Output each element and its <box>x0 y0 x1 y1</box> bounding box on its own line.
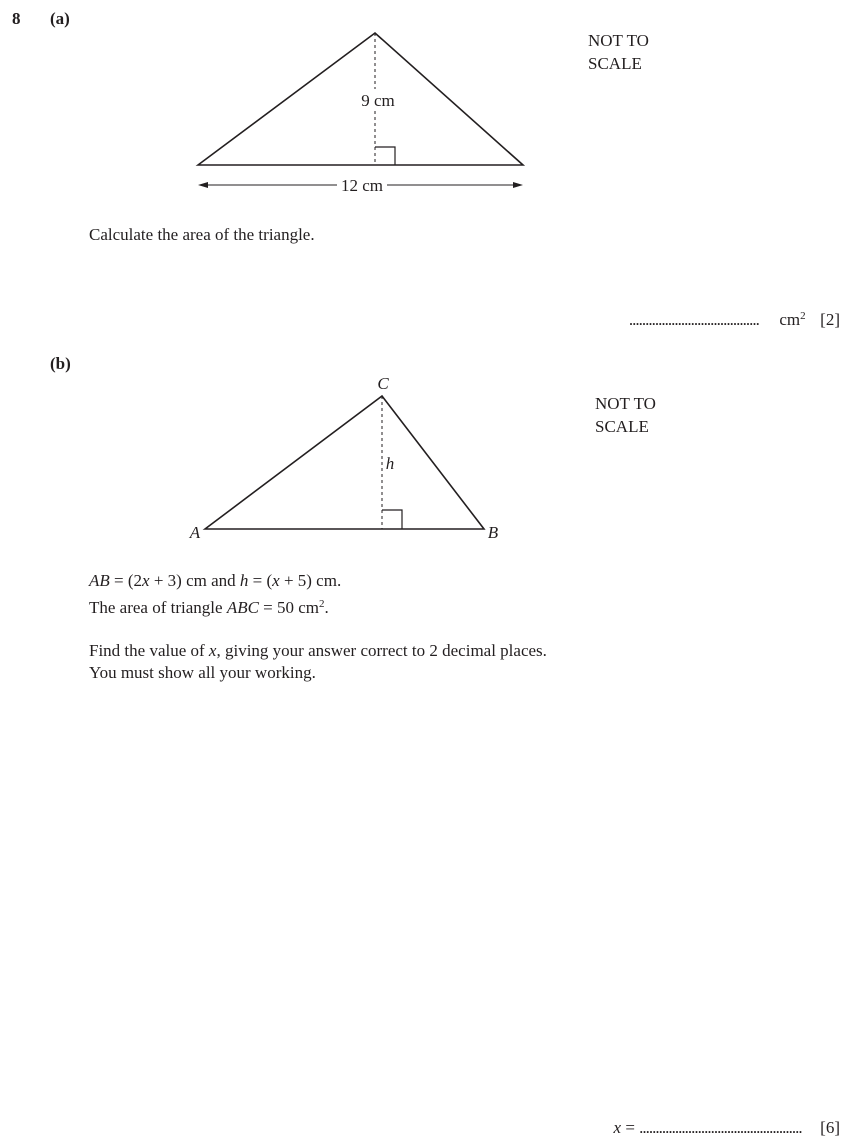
triangle-abc-outline <box>205 396 484 529</box>
given-text-3: = ( <box>248 571 273 590</box>
not-to-scale-line-2: SCALE <box>595 417 649 436</box>
height-h-label: h <box>385 454 395 473</box>
arrowhead-right-icon <box>513 182 523 188</box>
given-text-1: = (2 <box>109 571 143 590</box>
part-b-marks: [6] <box>820 1118 840 1137</box>
area-end: . <box>324 598 329 617</box>
part-b-area-line <box>89 597 329 619</box>
ab-symbol: AB <box>89 571 110 590</box>
x-symbol: x <box>208 641 217 660</box>
part-b-given-line <box>89 570 341 592</box>
instruction-post: , giving your answer correct to 2 decimal places. <box>216 641 547 660</box>
area-value: = 50 cm <box>258 598 320 617</box>
part-a-prompt: Calculate the area of the triangle. <box>89 225 315 244</box>
part-a-answer-line <box>629 310 840 330</box>
given-text-2: + 3) cm and <box>149 571 240 590</box>
part-a-marks: [2] <box>820 310 840 329</box>
triangle-abc-right-angle <box>382 510 402 529</box>
part-b-label: (b) <box>50 354 71 373</box>
x-symbol: x <box>142 571 150 590</box>
vertex-c-label: C <box>377 374 389 393</box>
triangle-a-height-label: 9 cm <box>361 91 395 110</box>
part-a-answer-dots[interactable]: ........................................ <box>628 310 759 329</box>
part-b-answer-line <box>614 1118 840 1138</box>
vertex-b-label: B <box>487 523 499 542</box>
answer-equals: = <box>621 1118 640 1137</box>
part-b-working-note: You must show all your working. <box>89 663 316 682</box>
arrowhead-left-icon <box>198 182 208 188</box>
area-power: 2 <box>319 598 325 610</box>
triangle-a-base-label: 12 cm <box>340 176 384 195</box>
x-symbol: x <box>272 571 280 590</box>
part-b-instruction <box>89 640 547 662</box>
area-prefix: The area of triangle <box>89 598 227 617</box>
part-a-unit: cm <box>779 310 801 329</box>
vertex-a-label: A <box>189 523 201 542</box>
not-to-scale-line-1: NOT TO <box>588 31 649 50</box>
part-b-answer-dots[interactable]: .................................................. <box>639 1118 802 1137</box>
not-to-scale-line-2: SCALE <box>588 54 642 73</box>
instruction-pre: Find the value of <box>89 641 209 660</box>
answer-x-symbol: x <box>613 1118 622 1137</box>
given-text-4: + 5) cm. <box>279 571 342 590</box>
triangle-a-diagram <box>0 0 853 200</box>
triangle-abc-diagram <box>0 360 853 560</box>
not-to-scale-line-1: NOT TO <box>595 394 656 413</box>
part-a-label: (a) <box>50 9 70 28</box>
triangle-a-right-angle <box>375 147 395 165</box>
question-number: 8 <box>12 9 21 28</box>
h-symbol: h <box>239 571 249 590</box>
part-a-unit-power: 2 <box>800 310 806 322</box>
abc-symbol: ABC <box>226 598 259 617</box>
